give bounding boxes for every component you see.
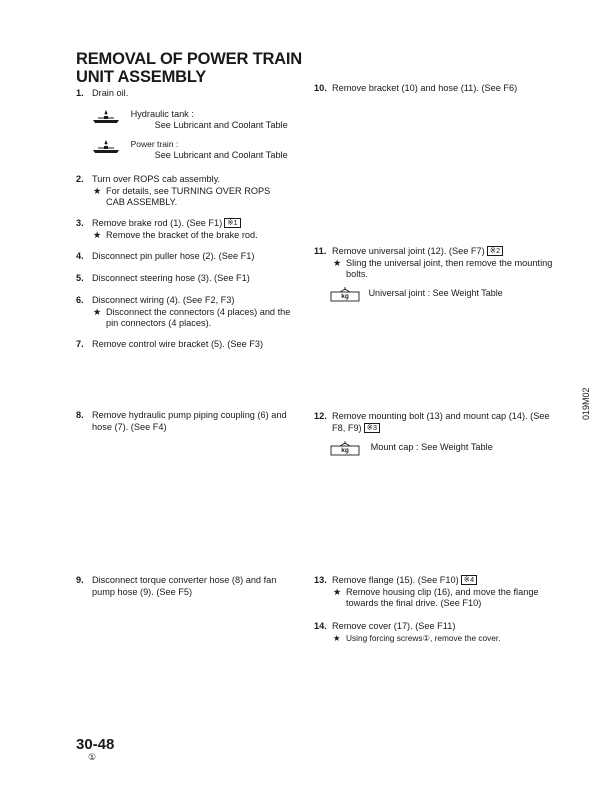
step-12: 12. Remove mounting bolt (13) and mount cap (14). (See F8, F9) ※3 kg Mount cap : See Weight Table	[314, 411, 559, 456]
page-title	[76, 50, 302, 86]
star-icon: ★	[333, 586, 342, 597]
note-ref-badge: ※3	[364, 423, 380, 433]
step-2: 2. Turn over ROPS cab assembly. ★ For details, see TURNING OVER ROPS CAB ASSEMBLY.	[76, 174, 271, 207]
step-14: 14. Remove cover (17). (See F11) ★ Using forcing screws①, remove the cover.	[314, 621, 501, 643]
step-8: 8. Remove hydraulic pump piping coupling (6) and hose (7). (See F4)	[76, 410, 287, 432]
star-icon: ★	[333, 257, 342, 268]
step-5: 5. Disconnect steering hose (3). (See F1)	[76, 273, 250, 283]
weight-mount-cap: kg Mount cap : See Weight Table	[330, 440, 559, 456]
revision-mark: ①	[88, 752, 97, 762]
step-7: 7. Remove control wire bracket (5). (See F3)	[76, 339, 264, 349]
star-icon: ★	[93, 306, 102, 317]
figure-code: 019M02	[581, 387, 591, 420]
note-ref-badge: ※1	[224, 218, 240, 228]
star-icon: ★	[93, 185, 102, 196]
page-number: 30-48	[76, 736, 115, 753]
oil-power-train: Power train : See Lubricant and Coolant Table	[90, 139, 296, 162]
star-icon: ★	[93, 229, 102, 240]
note-ref-badge: ※2	[487, 246, 503, 256]
star-icon: ★	[333, 632, 341, 643]
step-9: 9. Disconnect torque converter hose (8) and fan pump hose (9). (See F5)	[76, 575, 277, 597]
step-13: 13. Remove flange (15). (See F10) ※4 ★ Remove housing clip (16), and move the flange towards the final drive. (See F10)	[314, 575, 539, 608]
note-ref-badge: ※4	[461, 575, 477, 585]
oil-drain-icon	[90, 109, 122, 125]
step-4: 4. Disconnect pin puller hose (2). (See F1)	[76, 251, 255, 261]
step-10: 10. Remove bracket (10) and hose (11). (See F6)	[314, 83, 518, 93]
step-3: 3. Remove brake rod (1). (See F1) ※1 ★ Remove the bracket of the brake rod.	[76, 218, 258, 240]
weight-kg-icon: kg	[330, 440, 360, 456]
weight-universal-joint: kg Universal joint : See Weight Table	[330, 286, 559, 302]
step-11: 11. Remove universal joint (12). (See F7) ※2 ★ Sling the universal joint, then remove the mounting bolts. kg Universal joint : See Weight Table	[314, 246, 559, 302]
oil-drain-icon	[90, 139, 122, 155]
title-line-1: REMOVAL OF POWER TRAIN	[76, 50, 302, 68]
oil-hydraulic-tank: Hydraulic tank : See Lubricant and Coolant Table	[90, 109, 296, 132]
weight-kg-icon: kg	[330, 286, 360, 302]
step-6: 6. Disconnect wiring (4). (See F2, F3) ★ Disconnect the connectors (4 places) and the pin connectors (4 places).	[76, 295, 291, 328]
title-line-2: UNIT ASSEMBLY	[76, 68, 207, 86]
step-1: 1. Drain oil. Hydraulic tank : See Lubricant and Coolant Table Power train : See Lubricant and Coolant Table	[76, 88, 296, 162]
